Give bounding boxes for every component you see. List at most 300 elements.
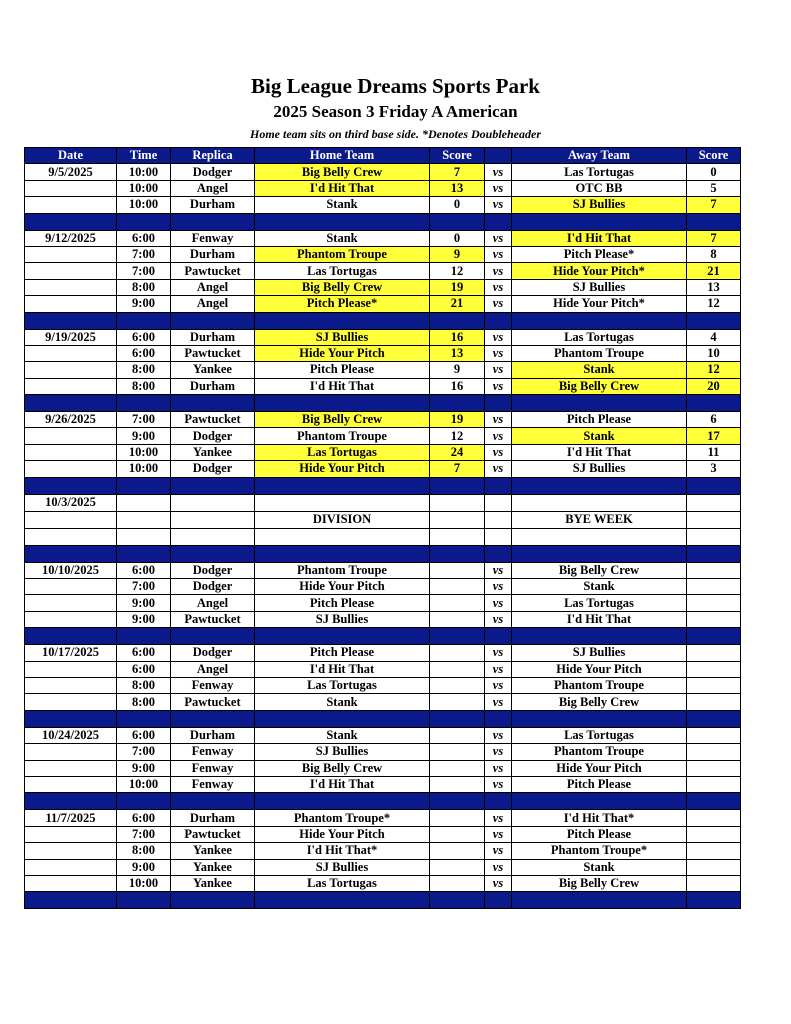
separator-cell (687, 395, 741, 412)
separator-cell (485, 312, 512, 329)
separator-cell (430, 395, 485, 412)
away-team-cell: Las Tortugas (512, 595, 687, 611)
home-score-cell (430, 645, 485, 661)
away-team-cell: Pitch Please (512, 776, 687, 792)
separator-cell (430, 628, 485, 645)
empty-cell (430, 511, 485, 528)
separator-cell (117, 892, 171, 909)
date-cell (25, 279, 117, 295)
date-cell (25, 744, 117, 760)
home-team-cell: Las Tortugas (255, 444, 430, 460)
vs-label: vs (485, 461, 512, 477)
vs-label: vs (485, 428, 512, 444)
separator-cell (485, 710, 512, 727)
replica-cell: Angel (171, 296, 255, 312)
time-cell: 8:00 (117, 362, 171, 378)
vs-label: vs (485, 164, 512, 180)
time-cell: 7:00 (117, 246, 171, 262)
time-cell: 10:00 (117, 180, 171, 196)
separator-cell (255, 395, 430, 412)
replica-cell: Pawtucket (171, 345, 255, 361)
replica-cell: Yankee (171, 444, 255, 460)
away-team-cell: Hide Your Pitch (512, 661, 687, 677)
time-cell: 10:00 (117, 875, 171, 891)
home-team-cell: Phantom Troupe (255, 428, 430, 444)
home-team-cell: Stank (255, 230, 430, 246)
replica-cell: Pawtucket (171, 611, 255, 627)
time-cell: 7:00 (117, 744, 171, 760)
game-row (25, 197, 741, 213)
vs-label: vs (485, 579, 512, 595)
home-team-cell: Stank (255, 727, 430, 743)
home-team-cell: SJ Bullies (255, 744, 430, 760)
week-separator (25, 312, 741, 329)
separator-cell (25, 545, 117, 562)
home-score-cell: 0 (430, 230, 485, 246)
home-score-cell: 7 (430, 164, 485, 180)
time-cell: 10:00 (117, 444, 171, 460)
date-cell (25, 875, 117, 891)
game-row (25, 843, 741, 859)
date-cell (25, 595, 117, 611)
away-score-cell: 13 (687, 279, 741, 295)
game-row (25, 744, 741, 760)
home-team-cell: Big Belly Crew (255, 760, 430, 776)
division-label: DIVISION (255, 511, 430, 528)
time-cell: 7:00 (117, 412, 171, 428)
away-team-cell: I'd Hit That (512, 230, 687, 246)
separator-cell (512, 213, 687, 230)
home-score-cell (430, 727, 485, 743)
separator-cell (485, 628, 512, 645)
away-team-cell: I'd Hit That* (512, 810, 687, 826)
col-header-home-score: Score (430, 148, 485, 164)
away-score-cell (687, 579, 741, 595)
home-score-cell: 0 (430, 197, 485, 213)
empty-cell (255, 494, 430, 511)
vs-label: vs (485, 677, 512, 693)
separator-cell (171, 213, 255, 230)
separator-cell (512, 892, 687, 909)
date-cell (25, 760, 117, 776)
time-cell: 8:00 (117, 677, 171, 693)
separator-cell (171, 395, 255, 412)
away-score-cell: 12 (687, 296, 741, 312)
replica-cell: Angel (171, 180, 255, 196)
away-score-cell (687, 562, 741, 578)
away-score-cell (687, 843, 741, 859)
replica-cell: Angel (171, 279, 255, 295)
home-score-cell: 12 (430, 428, 485, 444)
away-team-cell: OTC BB (512, 180, 687, 196)
vs-label: vs (485, 843, 512, 859)
home-score-cell: 21 (430, 296, 485, 312)
date-cell (25, 197, 117, 213)
away-score-cell (687, 859, 741, 875)
game-row (25, 727, 741, 743)
empty-cell (687, 511, 741, 528)
vs-label: vs (485, 329, 512, 345)
date-cell (25, 378, 117, 394)
vs-label: vs (485, 595, 512, 611)
col-header-home-team: Home Team (255, 148, 430, 164)
separator-cell (171, 545, 255, 562)
date-cell (25, 579, 117, 595)
home-score-cell (430, 661, 485, 677)
separator-cell (255, 213, 430, 230)
separator-cell (687, 793, 741, 810)
separator-cell (25, 395, 117, 412)
bye-week-row (25, 528, 741, 545)
separator-cell (687, 312, 741, 329)
time-cell: 10:00 (117, 197, 171, 213)
replica-cell: Fenway (171, 776, 255, 792)
date-cell (25, 611, 117, 627)
game-row (25, 776, 741, 792)
away-score-cell: 20 (687, 378, 741, 394)
home-team-cell: Hide Your Pitch (255, 826, 430, 842)
home-team-cell: Phantom Troupe (255, 246, 430, 262)
vs-label: vs (485, 279, 512, 295)
time-cell: 8:00 (117, 694, 171, 710)
game-row (25, 562, 741, 578)
separator-cell (255, 793, 430, 810)
separator-cell (512, 793, 687, 810)
vs-label: vs (485, 562, 512, 578)
replica-cell: Yankee (171, 362, 255, 378)
time-cell: 6:00 (117, 230, 171, 246)
home-team-cell: Pitch Please (255, 362, 430, 378)
separator-cell (687, 892, 741, 909)
away-team-cell: Hide Your Pitch* (512, 296, 687, 312)
home-score-cell (430, 744, 485, 760)
separator-cell (117, 213, 171, 230)
replica-cell: Durham (171, 378, 255, 394)
separator-cell (687, 213, 741, 230)
home-team-cell: Stank (255, 197, 430, 213)
away-team-cell: I'd Hit That (512, 444, 687, 460)
date-cell (25, 843, 117, 859)
home-team-cell: Big Belly Crew (255, 412, 430, 428)
week-separator (25, 213, 741, 230)
replica-cell: Dodger (171, 461, 255, 477)
separator-cell (255, 628, 430, 645)
col-header-away-score: Score (687, 148, 741, 164)
empty-cell (117, 528, 171, 545)
away-score-cell (687, 744, 741, 760)
home-score-cell: 24 (430, 444, 485, 460)
away-score-cell: 17 (687, 428, 741, 444)
home-score-cell (430, 810, 485, 826)
empty-cell (171, 528, 255, 545)
empty-cell (25, 528, 117, 545)
vs-label: vs (485, 345, 512, 361)
home-team-cell: Big Belly Crew (255, 279, 430, 295)
game-row (25, 444, 741, 460)
away-team-cell: SJ Bullies (512, 461, 687, 477)
game-row (25, 859, 741, 875)
week-separator (25, 793, 741, 810)
away-team-cell: Big Belly Crew (512, 378, 687, 394)
away-score-cell (687, 776, 741, 792)
time-cell: 9:00 (117, 859, 171, 875)
separator-cell (25, 793, 117, 810)
time-cell: 6:00 (117, 645, 171, 661)
replica-cell: Yankee (171, 875, 255, 891)
week-separator (25, 710, 741, 727)
week-separator (25, 395, 741, 412)
home-team-cell: Big Belly Crew (255, 164, 430, 180)
empty-cell (255, 528, 430, 545)
replica-cell: Yankee (171, 843, 255, 859)
game-row (25, 694, 741, 710)
away-score-cell: 21 (687, 263, 741, 279)
away-team-cell: Phantom Troupe (512, 677, 687, 693)
date-cell (25, 677, 117, 693)
separator-cell (512, 395, 687, 412)
col-header-replica: Replica (171, 148, 255, 164)
away-team-cell: Hide Your Pitch (512, 760, 687, 776)
home-score-cell (430, 776, 485, 792)
separator-cell (430, 892, 485, 909)
home-team-cell: I'd Hit That (255, 180, 430, 196)
vs-label: vs (485, 744, 512, 760)
separator-cell (687, 628, 741, 645)
separator-cell (512, 312, 687, 329)
page-note: Home team sits on third base side. *Denotes Doubleheader (250, 127, 541, 141)
separator-cell (485, 545, 512, 562)
empty-cell (430, 528, 485, 545)
separator-cell (687, 710, 741, 727)
time-cell: 6:00 (117, 810, 171, 826)
away-team-cell: SJ Bullies (512, 279, 687, 295)
game-row (25, 378, 741, 394)
separator-cell (25, 892, 117, 909)
separator-cell (512, 477, 687, 494)
empty-cell (485, 494, 512, 511)
home-score-cell: 7 (430, 461, 485, 477)
game-row (25, 595, 741, 611)
time-cell: 10:00 (117, 461, 171, 477)
separator-cell (430, 793, 485, 810)
away-score-cell: 3 (687, 461, 741, 477)
separator-cell (117, 545, 171, 562)
vs-label: vs (485, 661, 512, 677)
separator-cell (687, 545, 741, 562)
game-row (25, 230, 741, 246)
home-team-cell: I'd Hit That (255, 378, 430, 394)
separator-cell (25, 628, 117, 645)
away-score-cell: 11 (687, 444, 741, 460)
vs-label: vs (485, 444, 512, 460)
week-separator (25, 477, 741, 494)
game-row (25, 760, 741, 776)
home-score-cell: 12 (430, 263, 485, 279)
separator-cell (117, 477, 171, 494)
replica-cell: Durham (171, 727, 255, 743)
date-cell (25, 694, 117, 710)
home-score-cell: 16 (430, 329, 485, 345)
away-team-cell: Phantom Troupe (512, 744, 687, 760)
game-row (25, 279, 741, 295)
separator-cell (25, 312, 117, 329)
date-cell (25, 826, 117, 842)
replica-cell: Durham (171, 246, 255, 262)
separator-cell (117, 312, 171, 329)
vs-label: vs (485, 859, 512, 875)
vs-label: vs (485, 694, 512, 710)
time-cell: 6:00 (117, 329, 171, 345)
away-score-cell: 0 (687, 164, 741, 180)
separator-cell (430, 477, 485, 494)
replica-cell: Dodger (171, 164, 255, 180)
date-cell (25, 246, 117, 262)
game-row (25, 345, 741, 361)
empty-cell (430, 494, 485, 511)
game-row (25, 875, 741, 891)
date-cell: 11/7/2025 (25, 810, 117, 826)
date-cell: 9/19/2025 (25, 329, 117, 345)
separator-cell (171, 477, 255, 494)
away-team-cell: Las Tortugas (512, 164, 687, 180)
date-cell (25, 859, 117, 875)
away-score-cell: 4 (687, 329, 741, 345)
home-team-cell: Hide Your Pitch (255, 461, 430, 477)
time-cell: 7:00 (117, 826, 171, 842)
time-cell: 9:00 (117, 611, 171, 627)
replica-cell: Fenway (171, 760, 255, 776)
separator-cell (430, 710, 485, 727)
home-score-cell: 13 (430, 180, 485, 196)
away-team-cell: Big Belly Crew (512, 875, 687, 891)
game-row (25, 263, 741, 279)
vs-label: vs (485, 296, 512, 312)
away-team-cell: Stank (512, 428, 687, 444)
away-team-cell: Big Belly Crew (512, 694, 687, 710)
empty-cell (485, 528, 512, 545)
separator-cell (512, 628, 687, 645)
home-team-cell: Hide Your Pitch (255, 579, 430, 595)
game-row (25, 579, 741, 595)
vs-label: vs (485, 230, 512, 246)
home-team-cell: Pitch Please* (255, 296, 430, 312)
away-score-cell (687, 810, 741, 826)
vs-label: vs (485, 645, 512, 661)
separator-cell (25, 710, 117, 727)
separator-cell (485, 477, 512, 494)
bye-week-row (25, 511, 741, 528)
page-subtitle: 2025 Season 3 Friday A American (273, 102, 518, 121)
separator-cell (171, 628, 255, 645)
separator-cell (485, 395, 512, 412)
away-team-cell: SJ Bullies (512, 645, 687, 661)
home-score-cell (430, 843, 485, 859)
vs-label: vs (485, 412, 512, 428)
home-score-cell (430, 579, 485, 595)
vs-label: vs (485, 378, 512, 394)
time-cell: 9:00 (117, 296, 171, 312)
date-cell (25, 296, 117, 312)
game-row (25, 246, 741, 262)
away-score-cell (687, 645, 741, 661)
replica-cell: Dodger (171, 579, 255, 595)
home-score-cell (430, 677, 485, 693)
away-score-cell: 8 (687, 246, 741, 262)
separator-cell (485, 213, 512, 230)
time-cell: 6:00 (117, 661, 171, 677)
game-row (25, 661, 741, 677)
separator-cell (117, 395, 171, 412)
separator-cell (512, 710, 687, 727)
date-cell (25, 362, 117, 378)
col-header-date: Date (25, 148, 117, 164)
separator-cell (171, 892, 255, 909)
away-score-cell (687, 826, 741, 842)
replica-cell: Yankee (171, 859, 255, 875)
game-row (25, 329, 741, 345)
separator-cell (430, 545, 485, 562)
col-header-vs (485, 148, 512, 164)
replica-cell: Durham (171, 810, 255, 826)
vs-label: vs (485, 611, 512, 627)
home-team-cell: Pitch Please (255, 595, 430, 611)
home-team-cell: Phantom Troupe* (255, 810, 430, 826)
away-team-cell: Stank (512, 579, 687, 595)
bye-week-label: BYE WEEK (512, 511, 687, 528)
away-score-cell (687, 875, 741, 891)
away-score-cell (687, 760, 741, 776)
date-cell: 10/3/2025 (25, 494, 117, 511)
time-cell: 8:00 (117, 378, 171, 394)
vs-label: vs (485, 180, 512, 196)
time-cell: 10:00 (117, 164, 171, 180)
game-row (25, 677, 741, 693)
replica-cell: Pawtucket (171, 826, 255, 842)
home-team-cell: I'd Hit That (255, 776, 430, 792)
replica-cell: Fenway (171, 744, 255, 760)
home-team-cell: Pitch Please (255, 645, 430, 661)
week-separator (25, 892, 741, 909)
game-row (25, 461, 741, 477)
time-cell: 10:00 (117, 776, 171, 792)
away-team-cell: Pitch Please (512, 826, 687, 842)
time-cell: 8:00 (117, 843, 171, 859)
time-cell: 7:00 (117, 579, 171, 595)
replica-cell: Pawtucket (171, 694, 255, 710)
time-cell: 9:00 (117, 428, 171, 444)
vs-label: vs (485, 760, 512, 776)
empty-cell (117, 511, 171, 528)
schedule-table (24, 147, 741, 909)
separator-cell (25, 477, 117, 494)
time-cell: 9:00 (117, 760, 171, 776)
replica-cell: Fenway (171, 677, 255, 693)
replica-cell: Pawtucket (171, 412, 255, 428)
away-team-cell: Pitch Please (512, 412, 687, 428)
home-score-cell (430, 760, 485, 776)
date-cell (25, 345, 117, 361)
away-team-cell: Big Belly Crew (512, 562, 687, 578)
separator-cell (171, 793, 255, 810)
game-row (25, 645, 741, 661)
away-score-cell: 6 (687, 412, 741, 428)
empty-cell (171, 494, 255, 511)
empty-cell (25, 511, 117, 528)
home-score-cell (430, 562, 485, 578)
replica-cell: Durham (171, 329, 255, 345)
separator-cell (430, 312, 485, 329)
home-score-cell: 13 (430, 345, 485, 361)
